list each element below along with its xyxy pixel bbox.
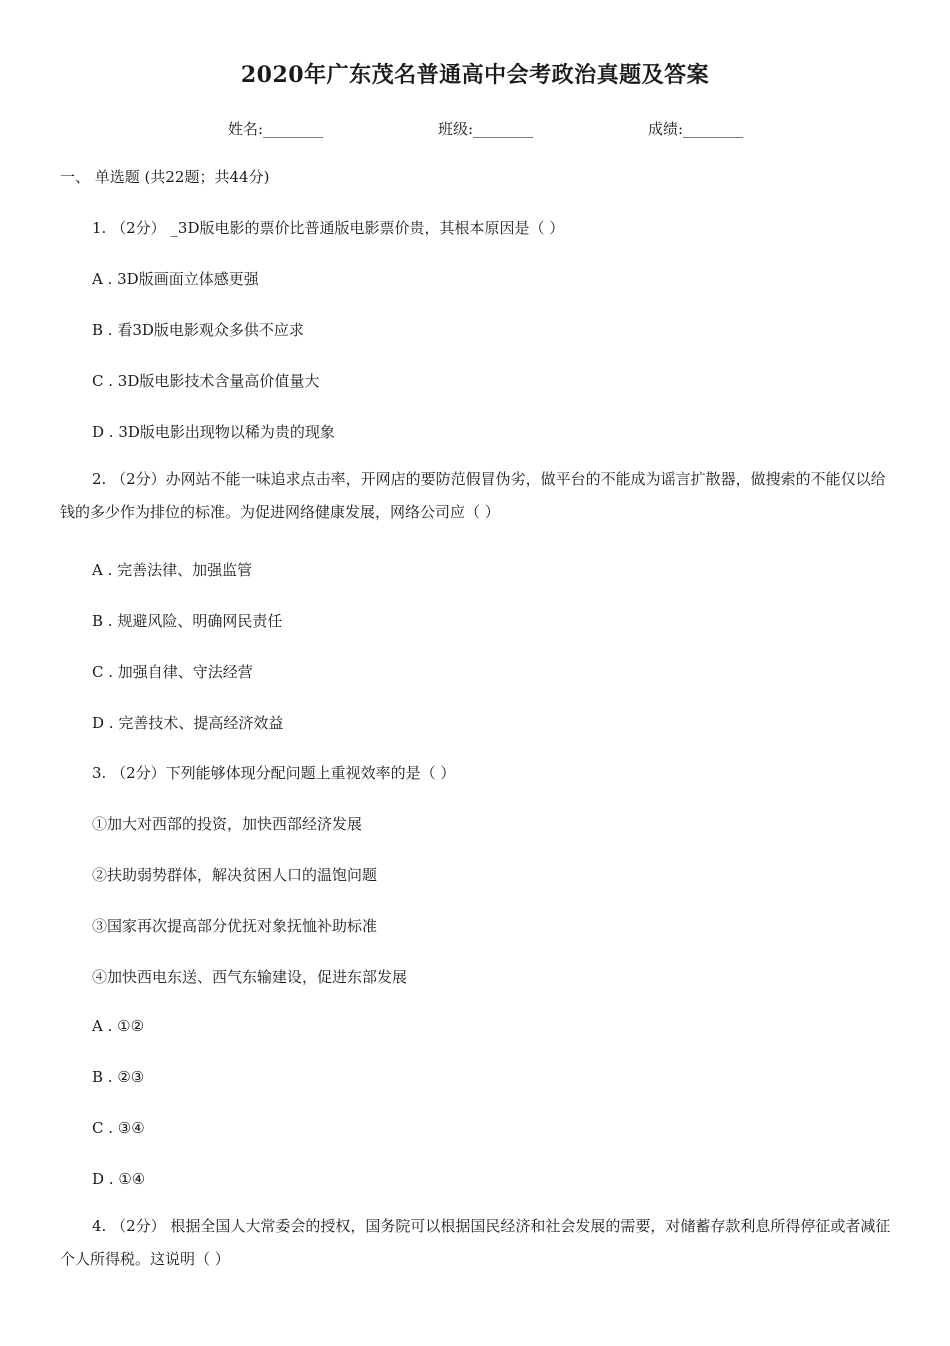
- score-label: 成绩:: [648, 120, 684, 138]
- question-3-option-d: D . ①④: [92, 1170, 146, 1188]
- name-blank: ________: [263, 120, 324, 138]
- question-1-option-d: D . 3D版电影出现物以稀为贵的现象: [92, 423, 335, 441]
- question-3-statement-1: ①加大对西部的投资，加快西部经济发展: [92, 815, 363, 833]
- name-label: 姓名:: [228, 120, 264, 138]
- question-3-score: （2分）: [111, 764, 166, 782]
- question-1-number: 1.: [92, 219, 107, 237]
- question-3-stem-line: [92, 762, 455, 783]
- question-1-option-a: A . 3D版画面立体感更强: [92, 270, 259, 288]
- question-3-statement-4: ④加快西电东送、西气东输建设，促进东部发展: [92, 968, 408, 986]
- question-1-option-b: B . 看3D版电影观众多供不应求: [92, 321, 304, 339]
- class-field: [438, 118, 533, 139]
- question-1-stem-line: [92, 217, 564, 238]
- name-field: [228, 118, 323, 139]
- question-1-option-c: C . 3D版电影技术含量高价值量大: [92, 372, 320, 390]
- question-1-score: （2分）: [111, 219, 166, 237]
- question-2-option-b: B . 规避风险、明确网民责任: [92, 612, 283, 630]
- question-4-stem: 4. （2分） 根据全国人大常委会的授权，国务院可以根据国民经济和社会发展的需要，对储蓄存款利息所得停征或者减征个人所得税。这说明（ ）: [60, 1217, 891, 1268]
- question-2-option-a: A . 完善法律、加强监管: [92, 561, 253, 579]
- question-3-option-a: A . ①②: [92, 1017, 145, 1035]
- class-label: 班级:: [438, 120, 474, 138]
- question-3-stem: 下列能够体现分配问题上重视效率的是（ ）: [165, 764, 456, 782]
- section-heading: 一、 单选题 (共22题；共44分): [60, 168, 270, 186]
- question-2-stem: 2. （2分）办网站不能一味追求点击率，开网店的要防范假冒伪劣，做平台的不能成为谣言扩散器，做搜索的不能仅以给钱的多少作为排位的标准。为促进网络健康发展，网络公司应（ ）: [60, 470, 886, 521]
- question-3-statement-3: ③国家再次提高部分优抚对象抚恤补助标准: [92, 917, 378, 935]
- question-3-option-c: C . ③④: [92, 1119, 145, 1137]
- question-3-statement-2: ②扶助弱势群体，解决贫困人口的温饱问题: [92, 866, 378, 884]
- score-blank: ________: [683, 120, 744, 138]
- class-blank: ________: [473, 120, 534, 138]
- question-3-option-b: B . ②③: [92, 1068, 145, 1086]
- document-title: 2020年广东茂名普通高中会考政治真题及答案: [240, 62, 710, 88]
- question-2-option-d: D . 完善技术、提高经济效益: [92, 714, 284, 732]
- question-3-number: 3.: [92, 764, 107, 782]
- question-2-option-c: C . 加强自律、守法经营: [92, 663, 253, 681]
- question-1-stem: _3D版电影的票价比普通版电影票价贵，其根本原因是（ ）: [170, 219, 565, 237]
- score-field: [648, 118, 743, 139]
- student-info-row: [0, 118, 950, 142]
